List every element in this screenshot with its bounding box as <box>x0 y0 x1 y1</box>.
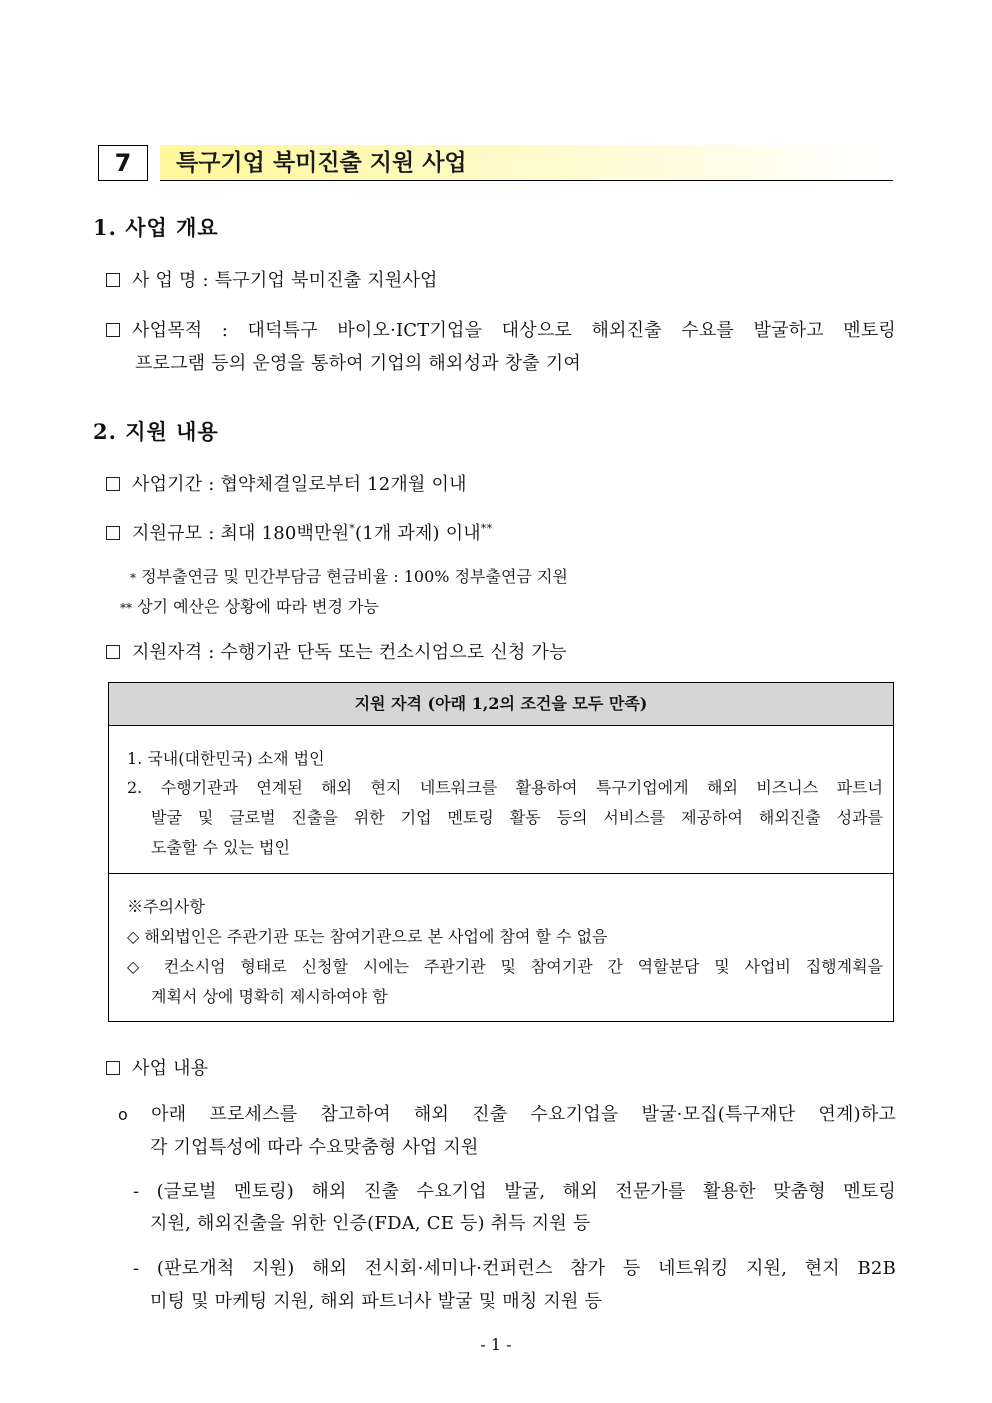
note-2-text: 상기 예산은 상황에 따라 변경 가능 <box>137 597 379 616</box>
content-bullet <box>118 1100 896 1126</box>
checkbox-square-icon <box>106 645 120 659</box>
content-bullet-line1: 아래 프로세스를 참고하여 해외 진출 수요기업을 발굴·모집(특구재단 연계)하고 <box>151 1104 896 1125</box>
caution-title: ※주의사항 <box>127 897 205 916</box>
checkbox-square-icon <box>106 477 120 491</box>
value-business-name: 특구기업 북미진출 지원사업 <box>214 270 438 291</box>
value-scale-a: 최대 180백만원 <box>220 523 350 544</box>
caution-2-line2: 계획서 상에 명확히 제시하여야 함 <box>151 987 388 1006</box>
label-period: 사업기간 : <box>132 474 215 495</box>
item-scale <box>106 519 492 545</box>
checkbox-square-icon <box>106 1061 120 1075</box>
heading-support: 2. 지원 내용 <box>93 419 219 444</box>
label-business-name: 사 업 명 : <box>132 270 209 291</box>
page-number: - 1 - <box>480 1335 512 1354</box>
condition-2-line1: 2. 수행기관과 연계된 해외 현지 네트워크를 활용하여 특구기업에게 해외 비즈니스 파트너 <box>127 778 883 797</box>
table-divider <box>109 873 893 874</box>
checkbox-square-icon <box>106 526 120 540</box>
note-1-text: 정부출연금 및 민간부담금 현금비율 : 100% 정부출연금 지원 <box>141 567 568 586</box>
content-dash2-line2: 미팅 및 마케팅 지원, 해외 파트너사 발굴 및 매칭 지원 등 <box>150 1291 603 1312</box>
sup-b: ** <box>480 522 493 535</box>
condition-1: 1. 국내(대한민국) 소재 법인 <box>127 749 325 768</box>
item-period <box>106 470 467 496</box>
label-content: 사업 내용 <box>132 1058 209 1079</box>
condition-2-line2: 발굴 및 글로벌 진출을 위한 기업 멘토링 활동 등의 서비스를 제공하여 해외진출 성과를 <box>151 808 883 827</box>
value-eligibility: 수행기관 단독 또는 컨소시엄으로 신청 가능 <box>220 642 567 663</box>
note-2 <box>120 594 379 617</box>
caution-2-line1: ◇ 컨소시엄 형태로 신청할 시에는 주관기관 및 참여기관 간 역할분담 및 사업비 집행계획을 <box>127 957 883 976</box>
section-number: 7 <box>98 145 148 181</box>
note-1 <box>130 564 568 587</box>
label-eligibility: 지원자격 : <box>132 642 215 663</box>
section-title: 특구기업 북미진출 지원 사업 <box>160 145 893 181</box>
value-scale-b: (1개 과제) 이내 <box>355 523 481 544</box>
eligibility-table <box>108 682 894 1022</box>
item-purpose <box>106 316 896 342</box>
note-1-mark: * <box>130 571 136 585</box>
content-dash2-line1: - (판로개척 지원) 해외 전시회·세미나·컨퍼런스 참가 등 네트워킹 지원, 현지 B2B <box>133 1258 896 1279</box>
bullet-mark: o <box>118 1105 128 1124</box>
value-purpose-line2: 프로그램 등의 운영을 통하여 기업의 해외성과 창출 기여 <box>135 353 581 374</box>
caution-1: ◇ 해외법인은 주관기관 또는 참여기관으로 본 사업에 참여 할 수 없음 <box>127 927 608 946</box>
item-content <box>106 1054 208 1080</box>
content-bullet-line2: 각 기업특성에 따라 수요맞춤형 사업 지원 <box>150 1137 479 1158</box>
table-header: 지원 자격 (아래 1,2의 조건을 모두 만족) <box>109 683 893 726</box>
condition-2-line3: 도출할 수 있는 법인 <box>151 838 290 857</box>
value-purpose-line1: 대덕특구 바이오·ICT기업을 대상으로 해외진출 수요를 발굴하고 멘토링 <box>247 320 896 341</box>
item-business-name <box>106 266 438 292</box>
checkbox-square-icon <box>106 323 120 337</box>
checkbox-square-icon <box>106 273 120 287</box>
value-period: 협약체결일로부터 12개월 이내 <box>220 474 467 495</box>
note-2-mark: ** <box>120 601 132 615</box>
heading-overview: 1. 사업 개요 <box>93 215 219 240</box>
label-scale: 지원규모 : <box>132 523 215 544</box>
label-purpose: 사업목적 : <box>132 320 229 341</box>
sup-a: * <box>349 522 355 535</box>
content-dash1-line1: - (글로벌 멘토링) 해외 진출 수요기업 발굴, 해외 전문가를 활용한 맞춤형 멘토링 <box>133 1181 896 1202</box>
content-dash1-line2: 지원, 해외진출을 위한 인증(FDA, CE 등) 취득 지원 등 <box>150 1213 591 1234</box>
item-eligibility <box>106 638 567 664</box>
